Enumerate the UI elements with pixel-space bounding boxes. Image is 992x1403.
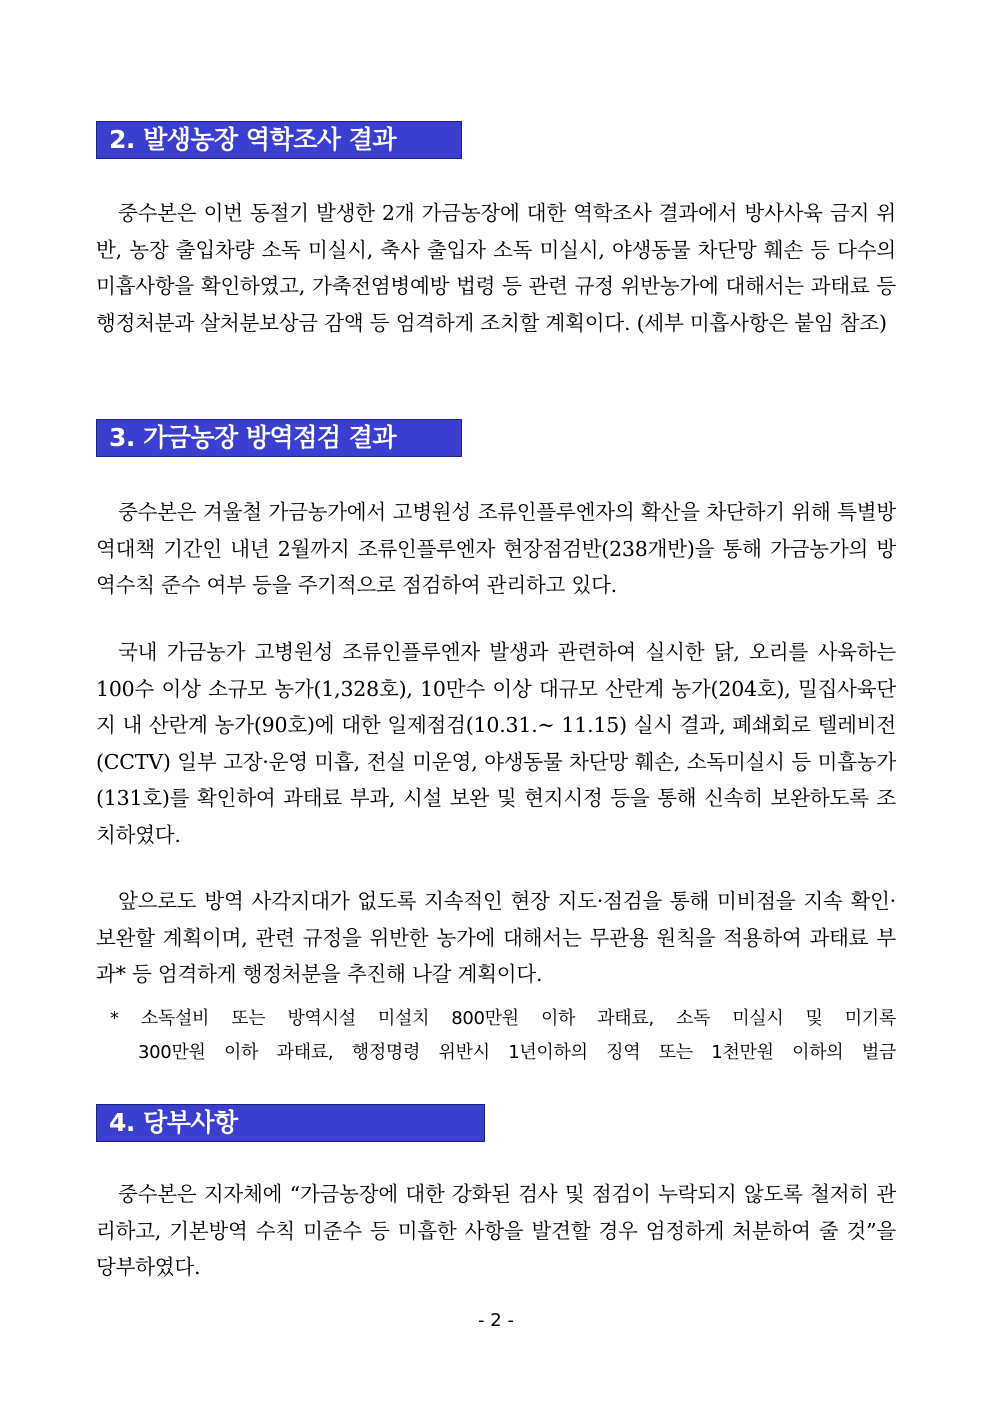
section-header-epidemiology: 2. 발생농장 역학조사 결과 <box>96 121 462 159</box>
paragraph-future-plan: 앞으로도 방역 사각지대가 없도록 지속적인 현장 지도·점검을 통해 미비점을 지속 확인·보완할 계획이며, 관련 규정을 위반한 농가에 대해서는 무관용 원칙을 적용하여 과태료 부과* 등 엄격하게 행정처분을 추진해 나갈 계획이다. <box>96 889 896 986</box>
footnote-penalties <box>110 1002 896 1070</box>
paragraph-request: 중수본은 지자체에 “가금농장에 대한 강화된 검사 및 점검이 누락되지 않도록 철저히 관리하고, 기본방역 수칙 미준수 등 미흡한 사항을 발견할 경우 엄정하게 처분하여 줄 것”을 당부하였다. <box>96 1182 896 1279</box>
footnote-line-1: * 소독설비 또는 방역시설 미설치 800만원 이하 과태료, 소독 미실시 및 미기록 <box>110 1008 896 1029</box>
section-header-request: 4. 당부사항 <box>96 1104 485 1142</box>
page-number: - 2 - <box>478 1310 514 1331</box>
paragraph-epidemiology-result: 중수본은 이번 동절기 발생한 2개 가금농장에 대한 역학조사 결과에서 방사사육 금지 위반, 농장 출입차량 소독 미실시, 축사 출입자 소독 미실시, 야생동물 차단망 훼손 등 다수의 미흡사항을 확인하였고, 가축전염병예방 법령 등 관련 규정 위반농가에 대해서는 과태료 등 행정처분과 살처분보상금 감액 등 엄격하게 조치할 계획이다. (세부 미흡사항은 붙임 참조) <box>96 201 896 335</box>
footnote-line-2: 300만원 이하 과태료, 행정명령 위반시 1년이하의 징역 또는 1천만원 이하의 벌금 <box>138 1042 896 1063</box>
paragraph-inspection-result: 국내 가금농가 고병원성 조류인플루엔자 발생과 관련하여 실시한 닭, 오리를 사육하는 100수 이상 소규모 농가(1,328호), 10만수 이상 대규모 산란계 농가(204호), 밀집사육단지 내 산란계 농가(90호)에 대한 일제점검(10.31.~ 11.15) 실시 결과, 폐쇄회로 텔레비전(CCTV) 일부 고장·운영 미흡, 전실 미운영, 야생동물 차단망 훼손, 소독미실시 등 미흡농가(131호)를 확인하여 과태료 부과, 시설 보완 및 현지시정 등을 통해 신속히 보완하도록 조치하였다. <box>96 640 896 847</box>
paragraph-inspection-intro: 중수본은 겨울철 가금농가에서 고병원성 조류인플루엔자의 확산을 차단하기 위해 특별방역대책 기간인 내년 2월까지 조류인플루엔자 현장점검반(238개반)을 통해 가금농가의 방역수칙 준수 여부 등을 주기적으로 점검하여 관리하고 있다. <box>96 500 896 597</box>
section-header-inspection: 3. 가금농장 방역점검 결과 <box>96 419 462 457</box>
